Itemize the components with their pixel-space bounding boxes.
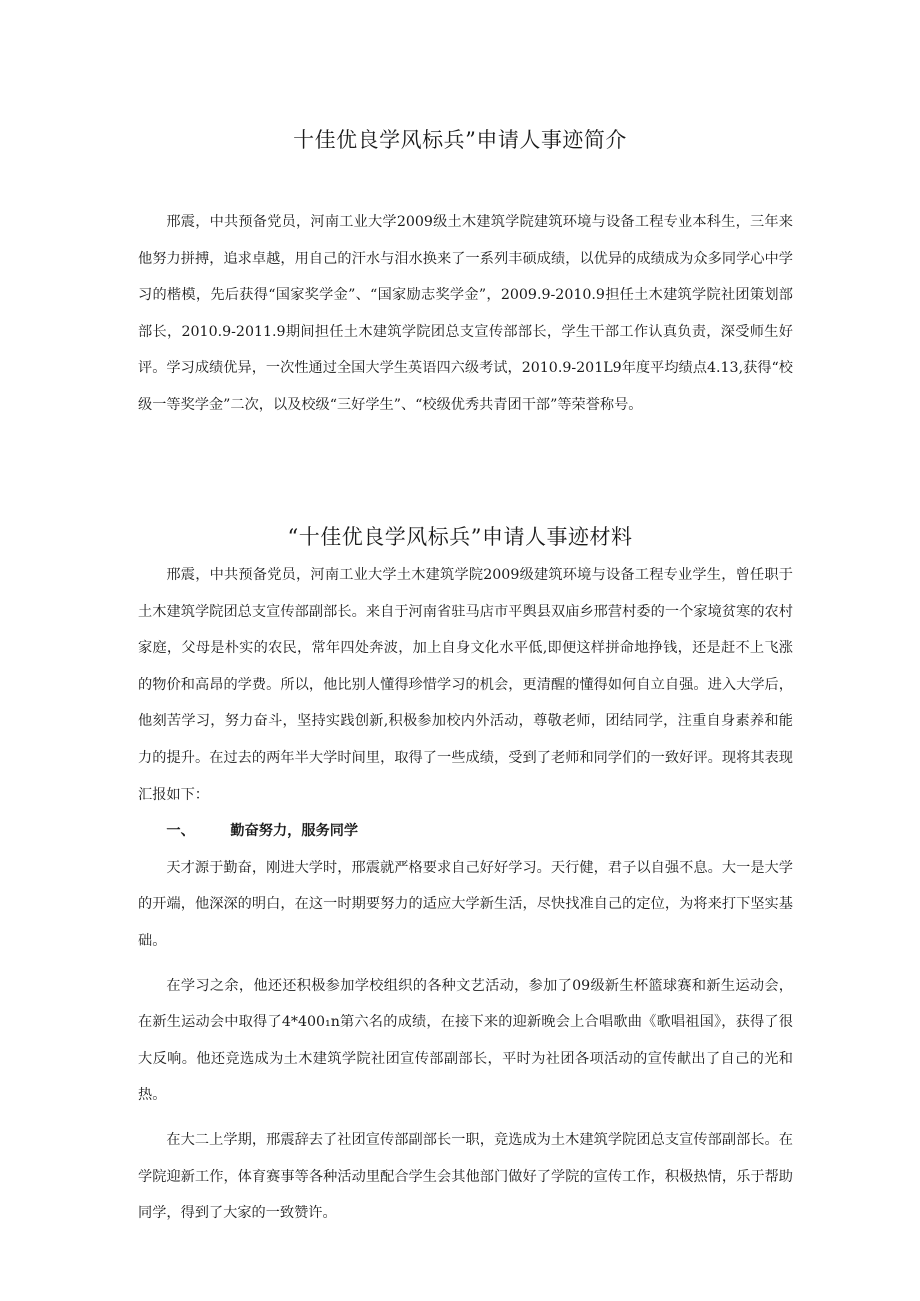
intro-section — [138, 204, 793, 424]
material-paragraph-1: 邢震，中共预备党员，河南工业大学土木建筑学院2009级建筑环境与设备工程专业学生，曾任职于土木建筑学院团总支宣传部副部长。来自于河南省驻马店市平舆县双庙乡邢营村委的一个家境贫寒的农村家庭，父母是朴实的农民，常年四处奔波，加上自身文化水平低,即便这样拼命地挣钱，还是赶不上飞涨的物价和高昂的学费。所以，他比别人懂得珍惜学习的机会，更清醒的懂得如何自立自强。进入大学后，他刻苦学习，努力奋斗，坚持实践创新,积极参加校内外活动，尊敬老师，团结同学，注重自身素养和能力的提升。在过去的两年半大学时间里，取得了一些成绩，受到了老师和同学们的一致好评。现将其表现汇报如下： — [138, 567, 793, 803]
material-paragraph-3: 在学习之余，他还还积极参加学校组织的各种文艺活动，参加了09级新生杯篮球赛和新生运动会，在新生运动会中取得了4*400₁n第六名的成绩，在接下来的迎新晚会上合唱歌曲《歌唱祖国》，获得了很大反响。他还竞选成为土木建筑学院社团宣传部副部长，平时为社团各项活动的宣传献出了自己的光和热。 — [138, 977, 793, 1104]
intro-paragraph: 邢震，中共预备党员，河南工业大学2009级土木建筑学院建筑环境与设备工程专业本科生，三年来他努力拼搏，追求卓越，用自己的汗水与泪水换来了一系列丰硕成绩，以优异的成绩成为众多同学心中学习的楷模，先后获得“国家奖学金”、“国家励志奖学金”，2009.9-2010.9担任土木建筑学院社团策划部部长，2010.9-2011.9期间担任土木建筑学院团总支宣传部部长，学生干部工作认真负责，深受师生好评。学习成绩优异，一次性通过全国大学生英语四六级考试，2010.9-201L9年度平均绩点4.13,获得“校级一等奖学金”二次，以及校级“三好学生”、“校级优秀共青团干部”等荣誉称号。 — [138, 214, 793, 413]
section-heading-text: 勤奋努力，服务同学 — [230, 823, 359, 840]
material-paragraph-4: 在大二上学期，邢震辞去了社团宣传部副部长一职，竞选成为土木建筑学院团总支宣传部副部长。在学院迎新工作，体育赛事等各种活动里配合学生会其他部门做好了学院的宣传工作，积极热情，乐于帮助同学，得到了大家的一致赞许。 — [138, 1131, 793, 1222]
material-title: “十佳优良学风标兵”申请人事迹材料 — [287, 525, 633, 549]
material-paragraph-2: 天才源于勤奋，刚进大学时，邢震就严格要求自己好好学习。天行健，君子以自强不息。大一是大学的开端，他深深的明白，在这一时期要努力的适应大学新生活，尽快找准自己的定位，为将来打下坚实基础。 — [138, 859, 793, 949]
section-heading-1 — [138, 813, 793, 850]
material-section — [138, 557, 793, 1232]
section-number: 一、 — [166, 823, 195, 840]
intro-title: 十佳优良学风标兵”申请人事迹简介 — [293, 128, 627, 152]
